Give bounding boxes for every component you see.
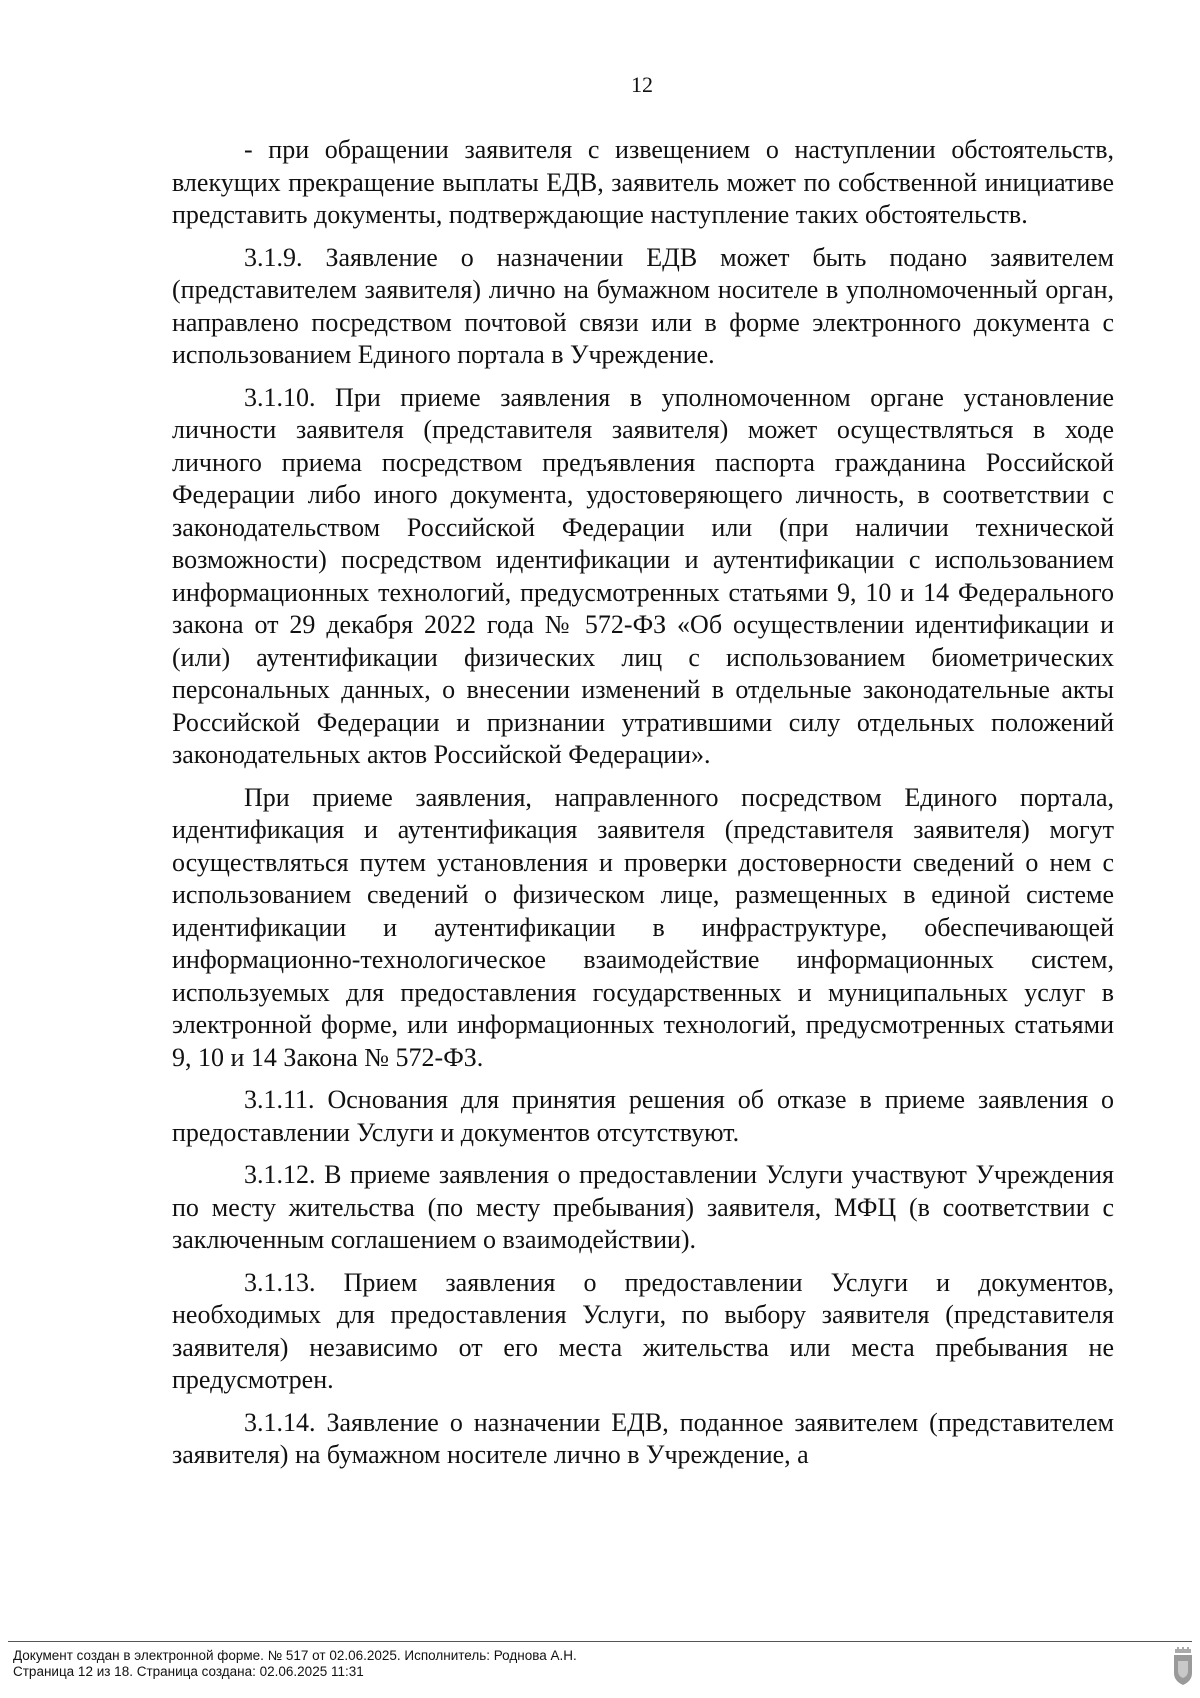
footer-document-info: Документ создан в электронной форме. № 517 от 02.06.2025. Исполнитель: Роднова А.Н. bbox=[13, 1648, 577, 1663]
coat-of-arms-icon bbox=[1172, 1647, 1194, 1687]
paragraph-3-1-14: 3.1.14. Заявление о назначении ЕДВ, поданное заявителем (представителем заявителя) на бумажном носителе лично в Учреждение, а bbox=[172, 1407, 1114, 1469]
document-body bbox=[172, 134, 1114, 1472]
paragraph-notice: - при обращении заявителя с извещением о наступлении обстоятельств, влекущих прекращение выплаты ЕДВ, заявитель может по собственной инициативе представить документы, подтверждающие наступление таких обстоятельств. bbox=[172, 135, 1114, 229]
footer-stamp bbox=[13, 1648, 577, 1680]
paragraph-3-1-9: 3.1.9. Заявление о назначении ЕДВ может быть подано заявителем (представителем заявителя) лично на бумажном носителе в уполномоченный орган, направлено посредством почтовой связи или в форме электронного документа с использованием Единого портала в Учреждение. bbox=[172, 242, 1114, 369]
paragraph-portal-identification: При приеме заявления, направленного посредством Единого портала, идентификация и аутентификация заявителя (представителя заявителя) могут осуществляться путем установления и проверки достоверности сведений о нем с использованием сведений о физическом лице, размещенных в единой системе идентификации и аутентификации в инфраструктуре, обеспечивающей информационно-технологическое взаимодействие информационных систем, используемых для предоставления государственных и муниципальных услуг в электронной форме, или информационных технологий, предусмотренных статьями 9, 10 и 14 Закона № 572-ФЗ. bbox=[172, 782, 1114, 1072]
page-number: 12 bbox=[631, 72, 653, 97]
paragraph-3-1-13: 3.1.13. Прием заявления о предоставлении Услуги и документов, необходимых для предоставления Услуги, по выбору заявителя (представителя заявителя) независимо от его места жительства или места пребывания не предусмотрен. bbox=[172, 1267, 1114, 1394]
paragraph-3-1-12: 3.1.12. В приеме заявления о предоставлении Услуги участвуют Учреждения по месту жительства (по месту пребывания) заявителя, МФЦ (в соответствии с заключенным соглашением о взаимодействии). bbox=[172, 1160, 1114, 1254]
footer-page-info: Страница 12 из 18. Страница создана: 02.06.2025 11:31 bbox=[13, 1664, 364, 1679]
paragraph-3-1-11: 3.1.11. Основания для принятия решения об отказе в приеме заявления о предоставлении Услуги и документов отсутствуют. bbox=[172, 1085, 1114, 1147]
footer-divider bbox=[8, 1641, 1192, 1642]
paragraph-3-1-10: 3.1.10. При приеме заявления в уполномоченном органе установление личности заявителя (представителя заявителя) может осуществляться в ходе личного приема посредством предъявления паспорта гражданина Российской Федерации либо иного документа, удостоверяющего личность, в соответствии с законодательством Российской Федерации или (при наличии технической возможности) посредством идентификации и аутентификации с использованием информационных технологий, предусмотренных статьями 9, 10 и 14 Федерального закона от 29 декабря 2022 года № 572-ФЗ «Об осуществлении идентификации и (или) аутентификации физических лиц с использованием биометрических персональных данных, о внесении изменений в отдельные законодательные акты Российской Федерации и признании утратившими силу отдельных положений законодательных актов Российской Федерации». bbox=[172, 382, 1114, 769]
